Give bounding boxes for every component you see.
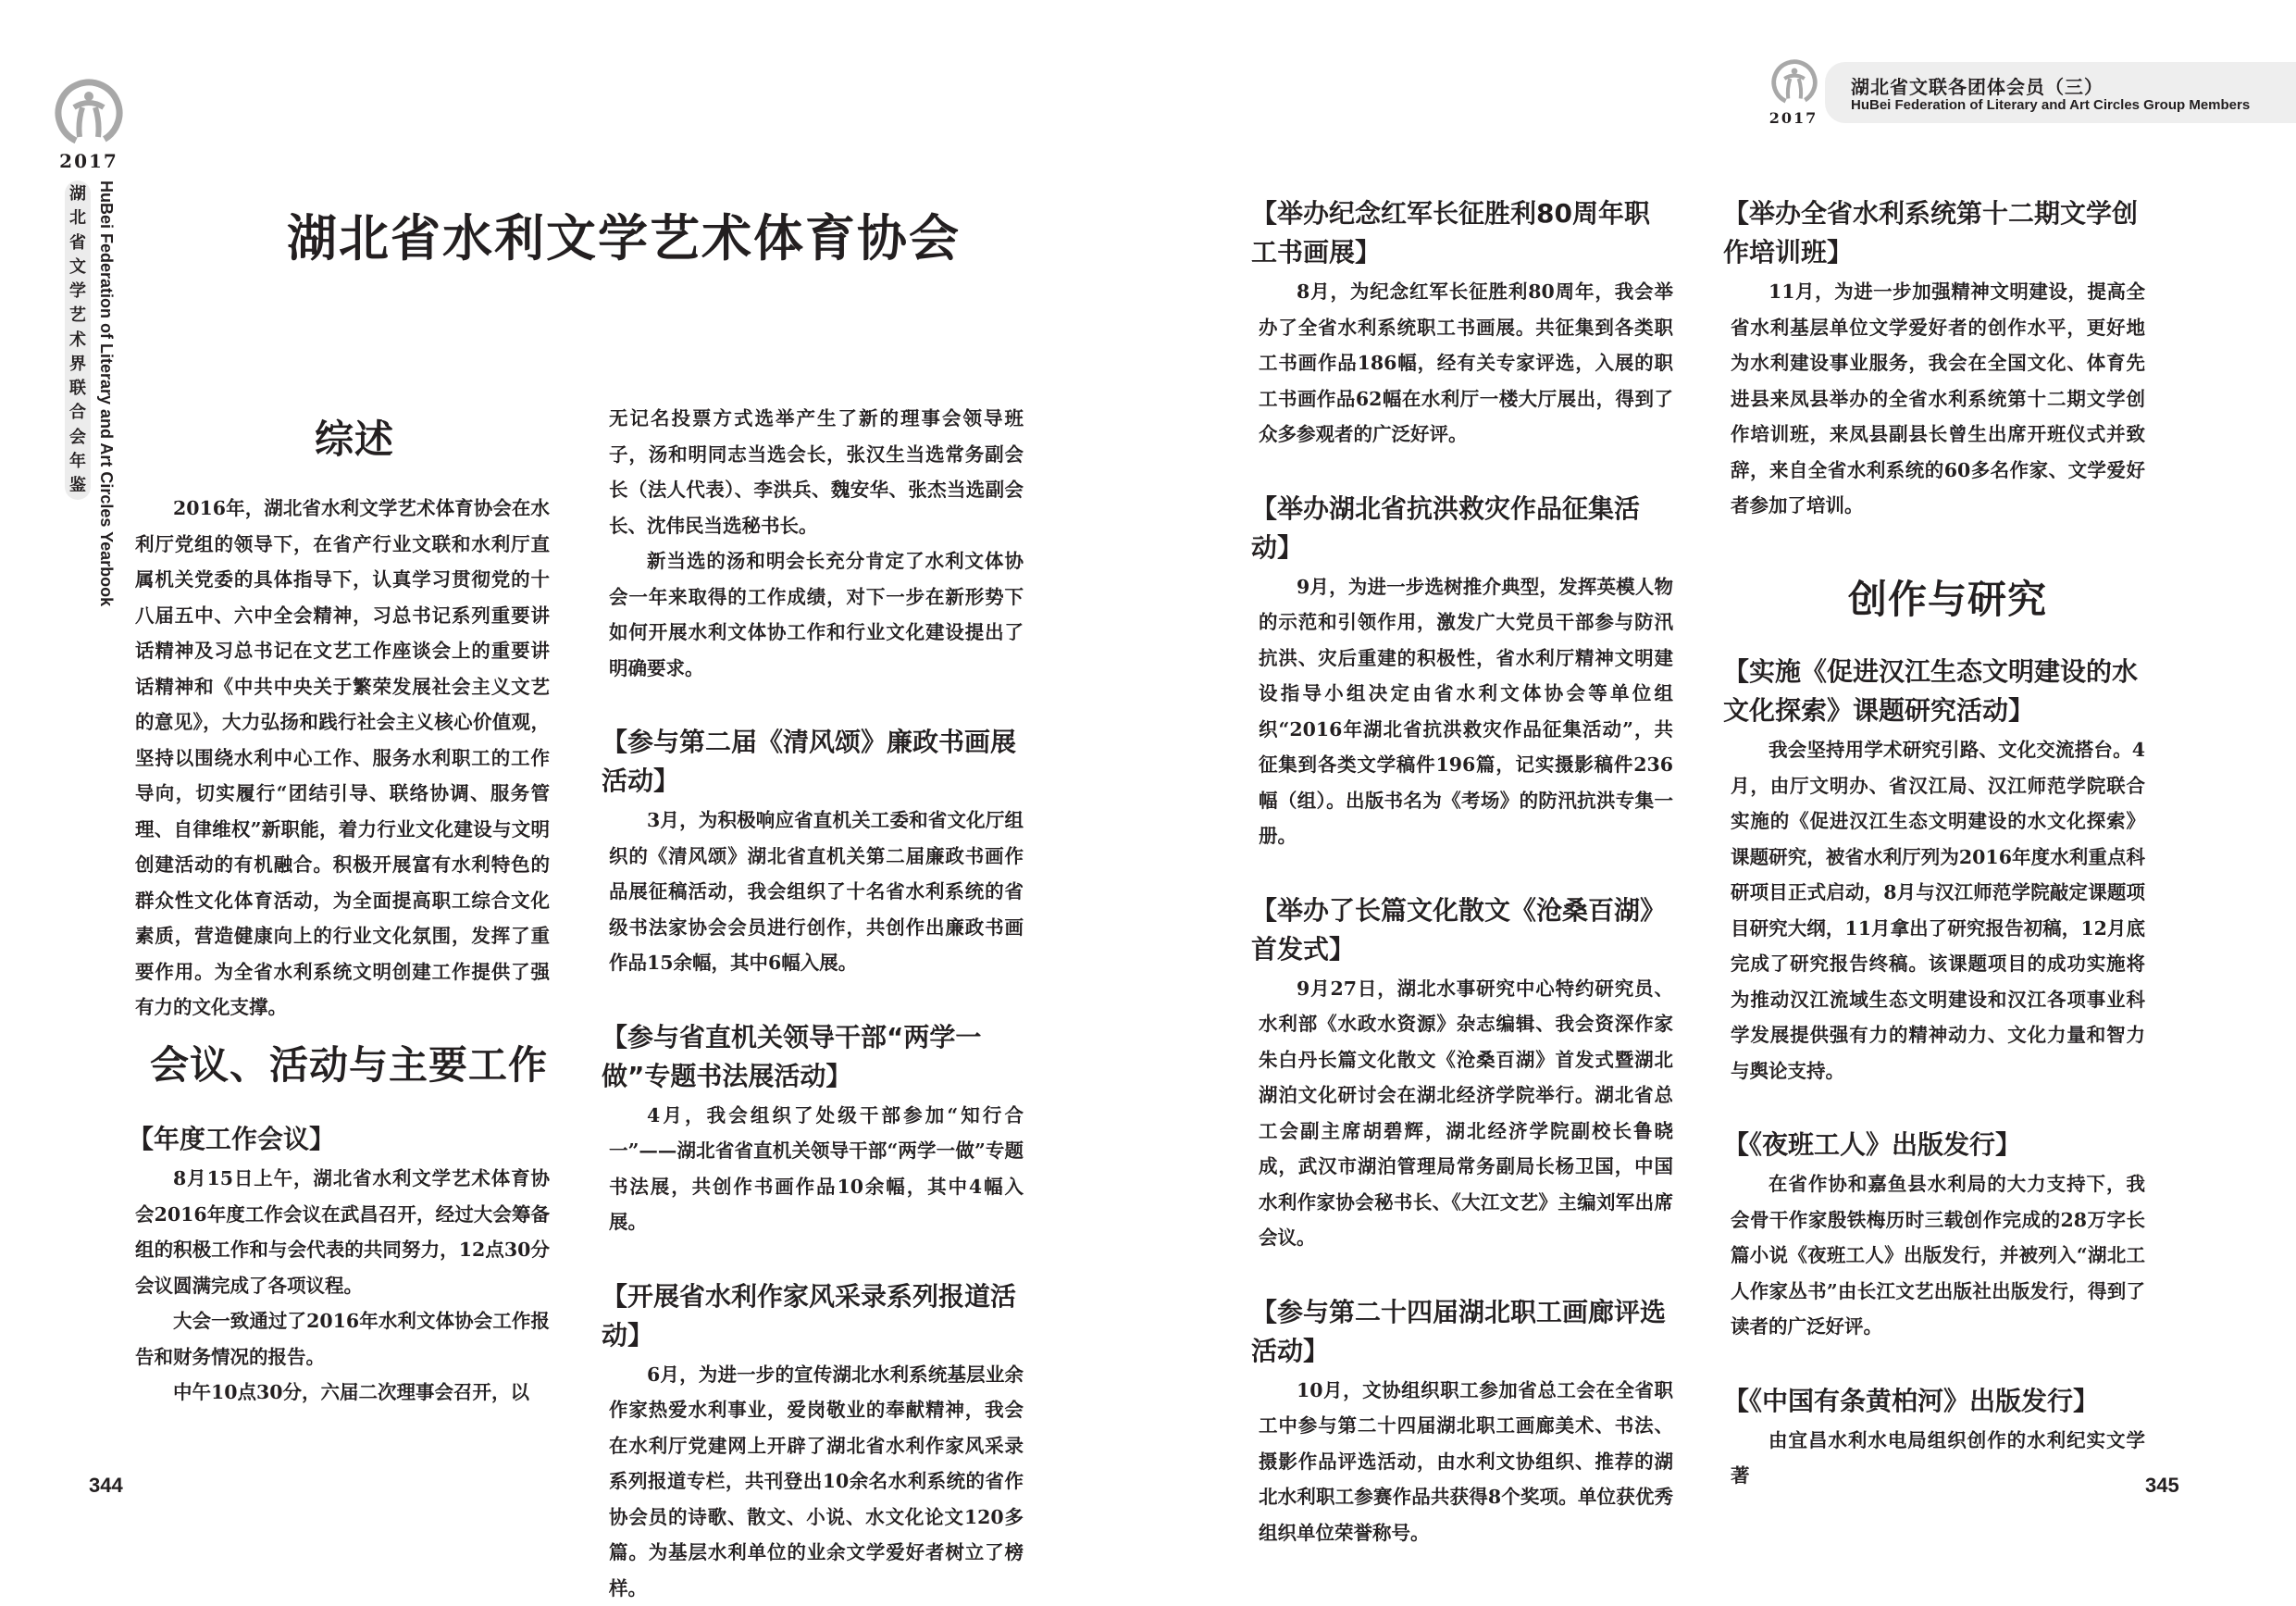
spine-char: 艺 [69, 307, 86, 324]
spine-char: 省 [69, 235, 86, 252]
spine-char: 会 [69, 430, 86, 446]
paragraph: 9月27日，湖北水事研究中心特约研究员、水利部《水政水资源》杂志编辑、我会资深作家朱白丹长篇文化散文《沧桑百湖》首发式暨湖北湖泊文化研讨会在湖北经济学院举行。湖北省总工会副主席胡碧辉，湖北经济学院副校长鲁晓成，武汉市湖泊管理局常务副局长杨卫国，中国水利作家协会秘书长、《大江文艺》主编刘军出席会议。 [1259, 971, 1673, 1256]
federation-logo-icon [52, 76, 126, 150]
paragraph: 新当选的汤和明会长充分肯定了水利文体协会一年来取得的工作成绩，对下一步在新形势下如何开展水利文体协工作和行业文化建设提出了明确要求。 [609, 543, 1024, 686]
paragraph: 由宜昌水利水电局组织创作的水利纪实文学著 [1731, 1423, 2145, 1494]
left-logo [52, 76, 126, 154]
subheading-peixun: 【举办全省水利系统第十二期文学创作培训班】 [1723, 194, 2145, 272]
subheading-changzheng: 【举办纪念红军长征胜利80周年职工书画展】 [1251, 194, 1673, 272]
column-4-research [1731, 653, 2145, 1494]
right-logo [1769, 57, 1819, 111]
subheading-cangsang: 【举办了长篇文化散文《沧桑百湖》首发式】 [1251, 891, 1673, 969]
spine-char: 北 [69, 210, 86, 227]
paragraph: 8月，为纪念红军长征胜利80周年，我会举办了全省水利系统职工书画展。共征集到各类职工书画作品186幅，经有关专家评选，入展的职工书画作品62幅在水利厅一楼大厅展出，得到了众多参观者的广泛好评。 [1259, 274, 1673, 453]
federation-logo-icon [1769, 57, 1819, 107]
spine-char: 合 [69, 405, 86, 421]
running-header-en: HuBei Federation of Literary and Art Circles Group Members [1851, 97, 2250, 113]
spine-char: 文 [69, 259, 86, 276]
subheading-kanghong: 【举办湖北省抗洪救灾作品征集活动】 [1251, 490, 1673, 567]
section-title-meetings: 会议、活动与主要工作 [150, 1035, 548, 1090]
paragraph: 无记名投票方式选举产生了新的理事会领导班子，汤和明同志当选会长，张汉生当选常务副会长（法人代表）、李洪兵、魏安华、张杰当选副会长、沈伟民当选秘书长。 [609, 401, 1024, 543]
paragraph: 4月，我会组织了处级干部参加“知行合一”——湖北省省直机关领导干部“两学一做”专题书法展，共创作书画作品10余幅，其中4幅入展。 [609, 1098, 1024, 1240]
subheading-hanjiang: 【实施《促进汉江生态文明建设的水文化探索》课题研究活动】 [1723, 653, 2145, 730]
left-year: 2017 [52, 150, 126, 172]
subheading-hualang: 【参与第二十四届湖北职工画廊评选活动】 [1251, 1293, 1673, 1371]
subheading-qingfeng: 【参与第二届《清风颂》廉政书画展活动】 [602, 723, 1024, 801]
spine-char: 联 [69, 380, 86, 397]
section-title-research: 创作与研究 [1848, 569, 2047, 625]
spine-chinese-title [65, 181, 91, 500]
subheading-yeban: 【《夜班工人》出版发行】 [1723, 1126, 2145, 1164]
paragraph: 我会坚持用学术研究引路、文化交流搭台。4月，由厅文明办、省汉江局、汉江师范学院联合实施的《促进汉江生态文明建设的水文化探索》课题研究，被省水利厅列为2016年度水利重点科研项目正式启动，8月与汉江师范学院敲定课题项目研究大纲，11月拿出了研究报告初稿，12月底完成了研究报告终稿。该课题项目的成功实施将为推动汉江流域生态文明建设和汉江各项事业科学发展提供强有力的精神动力、文化力量和智力与舆论支持。 [1731, 732, 2145, 1089]
spine-char: 学 [69, 283, 86, 300]
spine-char: 术 [69, 332, 86, 349]
paragraph: 11月，为进一步加强精神文明建设，提高全省水利基层单位文学爱好者的创作水平，更好地为水利建设事业服务，我会在全国文化、体育先进县来凤县举办的全省水利系统第十二期文学创作培训班，来凤县副县长曾生出席开班仪式并致辞，来自全省水利系统的60多名作家、文学爱好者参加了培训。 [1731, 274, 2145, 524]
paragraph: 在省作协和嘉鱼县水利局的大力支持下，我会骨干作家殷铁梅历时三载创作完成的28万字长篇小说《夜班工人》出版发行，并被列入“湖北工人作家丛书”由长江文艺出版社出版发行，得到了读者的广泛好评。 [1731, 1166, 2145, 1345]
running-header-cn: 湖北省文联各团体会员（三） [1851, 72, 2104, 99]
spine-char: 年 [69, 454, 86, 470]
spine-char: 湖 [69, 186, 86, 203]
paragraph: 6月，为进一步的宣传湖北水利系统基层业余作家热爱水利事业，爱岗敬业的奉献精神，我会在水利厅党建网上开辟了湖北省水利作家风采录系列报道专栏，共刊登出10余名水利系统的省作协会员的诗歌、散文、小说、水文化论文120多篇。为基层水利单位的业余文学爱好者树立了榜样。 [609, 1357, 1024, 1606]
overview-paragraph: 2016年，湖北省水利文学艺术体育协会在水利厅党组的领导下，在省产行业文联和水利厅直属机关党委的具体指导下，认真学习贯彻党的十八届五中、六中全会精神，习总书记系列重要讲话精神及习总书记在文艺工作座谈会上的重要讲话精神和《中共中央关于繁荣发展社会主义文艺的意见》，大力弘扬和践行社会主义核心价值观，坚持以围绕水利中心工作、服务水利职工的工作导向，切实履行“团结引导、联络协调、服务管理、自律维权”新职能，着力行业文化建设与文明创建活动的有机融合。积极开展富有水利特色的群众性文化体育活动，为全面提高职工综合文化素质，营造健康向上的行业文化氛围，发挥了重要作用。为全省水利系统文明创建工作提供了强有力的文化支撑。 [135, 491, 550, 1026]
paragraph: 中午10点30分，六届二次理事会召开，以 [135, 1375, 550, 1411]
subheading-liangxue: 【参与省直机关领导干部“两学一做”专题书法展活动】 [602, 1018, 1024, 1096]
column-3 [1259, 194, 1673, 1550]
subheading-huangbai: 【《中国有条黄柏河》出版发行】 [1723, 1382, 2145, 1421]
paragraph: 大会一致通过了2016年水利文体协会工作报告和财务情况的报告。 [135, 1303, 550, 1375]
column-4 [1731, 194, 2145, 524]
paragraph: 10月，文协组织职工参加省总工会在全省职工中参与第二十四届湖北职工画廊美术、书法、摄影作品评选活动，由水利文协组织、推荐的湖北水利职工参赛作品共获得8个奖项。单位获优秀组织单位荣誉称号。 [1259, 1373, 1673, 1551]
column-2 [609, 401, 1024, 1606]
column-1-meetings [135, 1120, 550, 1411]
spine-english-title: HuBei Federation of Literary and Art Circles Yearbook [96, 181, 116, 606]
spine-char: 界 [69, 356, 86, 373]
right-year: 2017 [1763, 109, 1824, 127]
page-number-right: 345 [2145, 1474, 2179, 1498]
paragraph: 9月，为进一步选树推介典型，发挥英模人物的示范和引领作用，激发广大党员干部参与防汛抗洪、灾后重建的积极性，省水利厅精神文明建设指导小组决定由省水利文体协会等单位组织“2016年湖北省抗洪救灾作品征集活动”，共征集到各类文学稿件196篇，记实摄影稿件236幅（组）。出版书名为《考场》的防汛抗洪专集一册。 [1259, 569, 1673, 854]
page-title: 湖北省水利文学艺术体育协会 [287, 199, 961, 270]
column-1-overview [135, 491, 550, 1026]
subheading-annual-meeting: 【年度工作会议】 [128, 1120, 550, 1159]
paragraph: 8月15日上午，湖北省水利文学艺术体育协会2016年度工作会议在武昌召开，经过大会筹备组的积极工作和与会代表的共同努力，12点30分会议圆满完成了各项议程。 [135, 1161, 550, 1303]
spine-char: 鉴 [69, 478, 86, 494]
page-number-left: 344 [89, 1474, 123, 1498]
section-title-overview: 综述 [315, 409, 394, 465]
paragraph: 3月，为积极响应省直机关工委和省文化厅组织的《清风颂》湖北省直机关第二届廉政书画作品展征稿活动，我会组织了十名省水利系统的省级书法家协会会员进行创作，共创作出廉政书画作品15余幅，其中6幅入展。 [609, 803, 1024, 981]
subheading-fengcai: 【开展省水利作家风采录系列报道活动】 [602, 1277, 1024, 1355]
